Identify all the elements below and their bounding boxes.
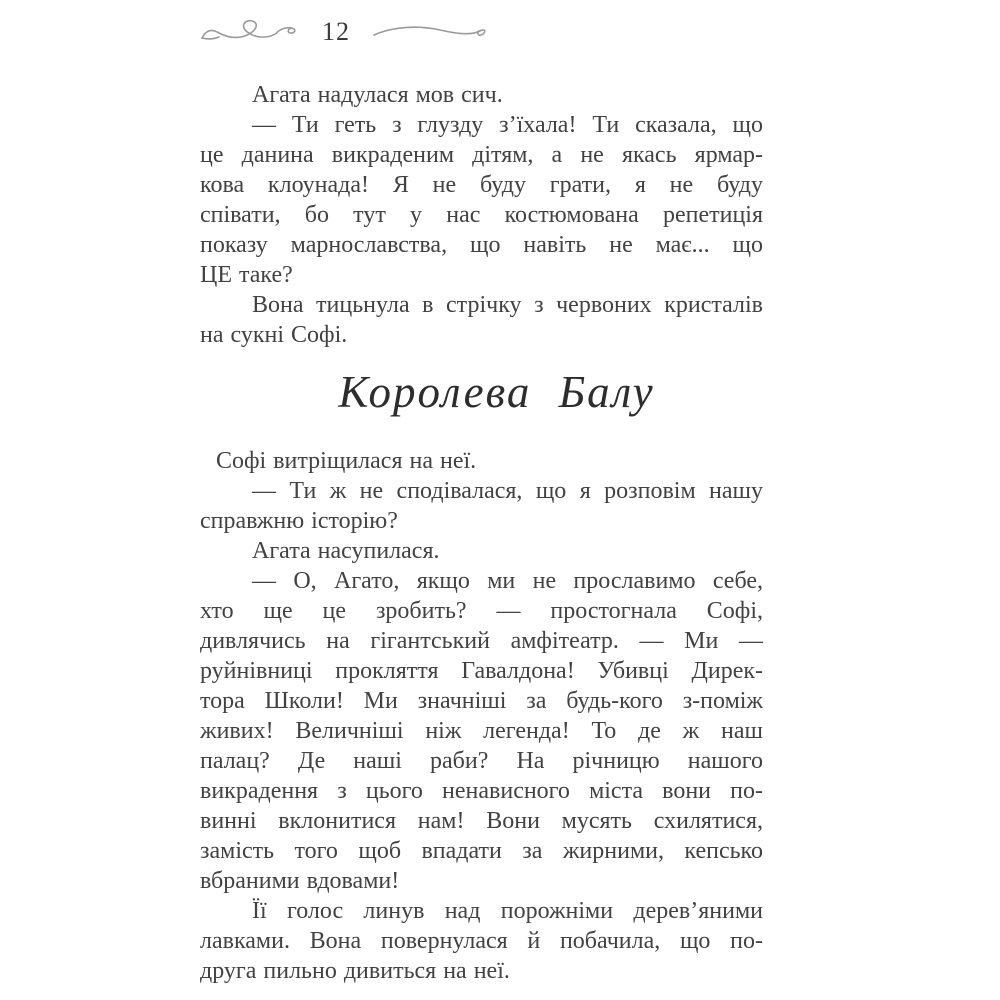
text-line: дивлячись на гігантський амфітеатр. — Ми — (200, 628, 763, 654)
text-line: вбраними вдовами! (200, 868, 400, 894)
wave-flourish-right-icon (372, 21, 487, 43)
text-line: викрадення з цього ненависного міста вони по- (200, 778, 763, 804)
text-line: справжню історію? (200, 508, 398, 534)
text-line: показу марнославства, що навіть не має... що (200, 232, 763, 258)
text-line: — Ти геть з глузду з’їхала! Ти сказала, що (252, 112, 763, 138)
text-line: руйнівниці прокляття Гавалдона! Убивці Дирек- (200, 658, 763, 684)
running-head (200, 12, 487, 52)
text-line: палац? Де наші раби? На річницю нашого (200, 748, 763, 774)
text-line: Вона тицьнула в стрічку з червоних кристалів (252, 292, 763, 318)
calligraphic-flourish-left-icon (200, 16, 300, 48)
paragraph (200, 290, 763, 350)
body-text (200, 80, 763, 986)
text-line: живих! Величніші ніж легенда! То де ж наш (200, 718, 763, 744)
text-line: Софі витріщилася на неї. (216, 448, 477, 474)
text-line: — О, Агато, якщо ми не прославимо себе, (252, 568, 763, 594)
text-line: винні вклонитися нам! Вони мусять схилятися, (200, 808, 763, 834)
paragraph (200, 536, 763, 566)
text-line: кова клоунада! Я не буду грати, я не буду (200, 172, 763, 198)
paragraph (200, 446, 763, 476)
paragraph (200, 896, 763, 986)
text-line: — Ти ж не сподівалася, що я розповім нашу (252, 478, 763, 504)
text-line: хто ще це зробить? — простогнала Софі, (200, 598, 763, 624)
text-line: ЦЕ таке? (200, 262, 293, 288)
page-number: 12 (322, 17, 350, 46)
text-line: співати, бо тут у нас костюмована репетиція (200, 202, 763, 228)
text-line: Агата насупилася. (252, 538, 440, 564)
text-line: Її голос линув над порожніми дерев’яними (252, 898, 763, 924)
paragraph (200, 110, 763, 290)
text-line: друга пильно дивиться на неї. (200, 958, 510, 984)
paragraph (200, 80, 763, 110)
text-line: лавками. Вона повернулася й побачила, що по- (200, 928, 763, 954)
text-line: Агата надулася мов сич. (252, 82, 503, 108)
text-line: на сукні Софі. (200, 322, 348, 348)
paragraph (200, 566, 763, 896)
text-line: тора Школи! Ми значніші за будь-кого з-поміж (200, 688, 763, 714)
chapter-heading: Королева Балу (338, 367, 655, 417)
text-line: замість того щоб впадати за жирними, кепсько (200, 838, 763, 864)
text-line: це данина викраденим дітям, а не якась ярмар- (200, 142, 763, 168)
paragraph (200, 476, 763, 536)
